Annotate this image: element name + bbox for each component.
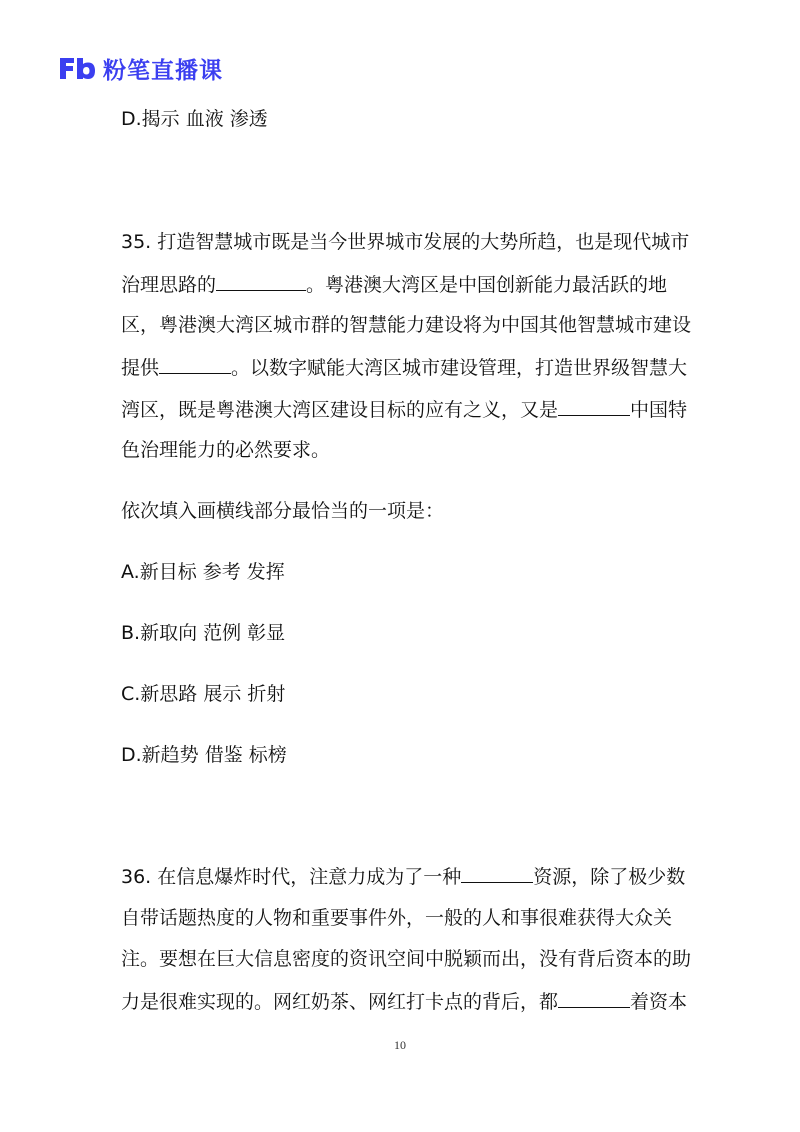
q36-stem-line-4a: 力是很难实现的。网红奶茶、网红打卡点的背后，都 bbox=[121, 991, 559, 1013]
q35-stem-line-5a: 湾区，既是粤港澳大湾区建设目标的应有之义，又是 bbox=[121, 399, 559, 421]
q35-stem-line-3: 区，粤港澳大湾区城市群的智慧能力建设将为中国其他智慧城市建设 bbox=[121, 314, 692, 336]
q35-blank-3 bbox=[558, 397, 630, 416]
q36-stem-line-3: 注。要想在巨大信息密度的资讯空间中脱颖而出，没有背后资本的助 bbox=[121, 948, 692, 970]
q35-blank-2 bbox=[159, 355, 231, 374]
q35-line-2 bbox=[121, 272, 667, 297]
q35-stem-line-2a: 治理思路的 bbox=[121, 274, 217, 296]
q36-stem-line-2: 自带话题热度的人物和重要事件外，一般的人和事很难获得大众关 bbox=[121, 907, 673, 929]
q35-prompt: 依次填入画横线部分最恰当的一项是： bbox=[121, 500, 445, 522]
q36-stem-line-1b: 资源，除了极少数 bbox=[533, 866, 686, 888]
q35-number: 35. bbox=[121, 231, 152, 253]
q35-stem-line-5b: 中国特 bbox=[630, 399, 688, 421]
q35-option-b: B.新取向 范例 彰显 bbox=[121, 622, 286, 644]
q36-stem-line-1a: 在信息爆炸时代，注意力成为了一种 bbox=[157, 866, 462, 888]
q35-stem-line-2b: 。粤港澳大湾区是中国创新能力最活跃的地 bbox=[306, 274, 668, 296]
q36-line-4 bbox=[121, 989, 687, 1014]
q35-option-d: D.新趋势 借鉴 标榜 bbox=[121, 744, 287, 766]
q35-stem-line-4a: 提供 bbox=[121, 357, 160, 379]
q35-line-5 bbox=[121, 397, 687, 422]
page-number: 10 bbox=[394, 1038, 406, 1052]
q36-stem-line-4b: 着资本 bbox=[630, 991, 688, 1013]
q35-line-1 bbox=[121, 230, 689, 254]
q36-number: 36. bbox=[121, 866, 152, 888]
q35-line-4 bbox=[121, 355, 687, 380]
q36-line-1 bbox=[121, 864, 685, 889]
q36-blank-2 bbox=[558, 989, 630, 1008]
q35-stem-line-1: 打造智慧城市既是当今世界城市发展的大势所趋，也是现代城市 bbox=[157, 231, 690, 253]
q35-option-c: C.新思路 展示 折射 bbox=[121, 683, 286, 705]
q35-stem-line-6: 色治理能力的必然要求。 bbox=[121, 439, 331, 461]
prev-option-d: D.揭示 血液 渗透 bbox=[121, 108, 268, 130]
q35-option-a: A.新目标 参考 发挥 bbox=[121, 561, 285, 583]
brand-name: 粉笔直播课 bbox=[103, 57, 223, 84]
q36-blank-1 bbox=[461, 864, 533, 883]
q35-stem-line-4b: 。以数字赋能大湾区城市建设管理，打造世界级智慧大 bbox=[231, 357, 688, 379]
brand-header bbox=[57, 52, 223, 84]
fb-logo-icon bbox=[57, 55, 97, 81]
q35-blank-1 bbox=[216, 272, 306, 291]
